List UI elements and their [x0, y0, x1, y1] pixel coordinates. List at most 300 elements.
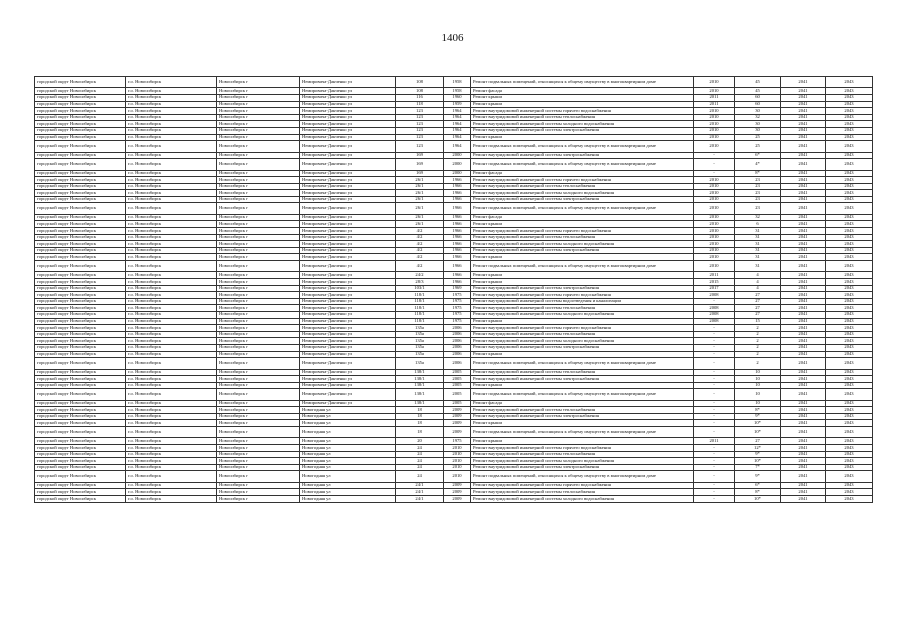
cell-city-okrug: г.о. Новосибирск [126, 496, 217, 503]
cell-year: 1959 [444, 101, 471, 108]
cell-term: 2 [735, 338, 781, 345]
cell-house: 118 [396, 101, 444, 108]
cell-plan-year: 2010 [694, 228, 735, 235]
cell-term: 6 [735, 221, 781, 228]
cell-plan-year: - [694, 338, 735, 345]
cell-municipality: городской округ Новосибирск [35, 114, 126, 121]
cell-work-type: Ремонт фасада [471, 170, 694, 177]
cell-city-okrug: г.о. Новосибирск [126, 471, 217, 482]
table-row [35, 305, 873, 312]
cell-term: 2 [735, 344, 781, 351]
cell-plan-year: - [694, 298, 735, 305]
table-row [35, 369, 873, 376]
table-row [35, 496, 873, 503]
cell-term: 9* [735, 471, 781, 482]
cell-street: Немировича-Данченко ул [300, 351, 396, 358]
cell-plan-year: 2010 [694, 114, 735, 121]
cell-end: 2043 [826, 77, 873, 88]
table-row [35, 376, 873, 383]
cell-street: Новогодняя ул [300, 420, 396, 427]
table-row [35, 471, 873, 482]
cell-end: 2043 [826, 318, 873, 325]
table-row [35, 400, 873, 407]
cell-year: 1966 [444, 228, 471, 235]
cell-work-type: Ремонт подвальных помещений, относящихся к общему имуществу в многоквартирном доме [471, 77, 694, 88]
cell-plan-year: - [694, 451, 735, 458]
table-row [35, 114, 873, 121]
cell-municipality: городской округ Новосибирск [35, 241, 126, 248]
cell-term: 8* [735, 407, 781, 414]
cell-term: 10* [735, 427, 781, 438]
cell-locality: Новосибирск г [217, 152, 300, 159]
cell-plan-year: - [694, 413, 735, 420]
cell-house: 138/1 [396, 376, 444, 383]
cell-municipality: городской округ Новосибирск [35, 413, 126, 420]
cell-end: 2043 [826, 190, 873, 197]
cell-locality: Новосибирск г [217, 458, 300, 465]
cell-work-type: Ремонт подвальных помещений, относящихся к общему имуществу в многоквартирном доме [471, 141, 694, 152]
cell-locality: Новосибирск г [217, 331, 300, 338]
cell-work-type: Ремонт внутридомовой инженерной системы теплоснабжения [471, 489, 694, 496]
cell-city-okrug: г.о. Новосибирск [126, 344, 217, 351]
cell-year: 2005 [444, 389, 471, 400]
cell-city-okrug: г.о. Новосибирск [126, 389, 217, 400]
cell-plan-year: - [694, 344, 735, 351]
table-row [35, 190, 873, 197]
cell-city-okrug: г.о. Новосибирск [126, 438, 217, 445]
cell-house: 24 [396, 451, 444, 458]
cell-city-okrug: г.о. Новосибирск [126, 458, 217, 465]
cell-work-type: Ремонт внутридомовой инженерной системы холодного водоснабжения [471, 311, 694, 318]
cell-end: 2043 [826, 305, 873, 312]
cell-year: 2009 [444, 413, 471, 420]
cell-locality: Новосибирск г [217, 170, 300, 177]
cell-city-okrug: г.о. Новосибирск [126, 114, 217, 121]
cell-street: Новогодняя ул [300, 438, 396, 445]
cell-street: Немировича-Данченко ул [300, 298, 396, 305]
cell-house: 4/2 [396, 228, 444, 235]
cell-city-okrug: г.о. Новосибирск [126, 234, 217, 241]
cell-city-okrug: г.о. Новосибирск [126, 254, 217, 261]
table-row [35, 407, 873, 414]
table-row [35, 285, 873, 292]
cell-locality: Новосибирск г [217, 464, 300, 471]
cell-term: 45 [735, 77, 781, 88]
cell-work-type: Ремонт крыши [471, 254, 694, 261]
cell-house: 24 [396, 458, 444, 465]
cell-year: 2010 [444, 451, 471, 458]
cell-street: Немировича-Данченко ул [300, 114, 396, 121]
cell-start: 2041 [781, 458, 826, 465]
cell-work-type: Ремонт внутридомовой инженерной системы электроснабжения [471, 152, 694, 159]
cell-municipality: городской округ Новосибирск [35, 134, 126, 141]
cell-plan-year: 2010 [694, 190, 735, 197]
cell-street: Немировича-Данченко ул [300, 325, 396, 332]
cell-street: Новогодняя ул [300, 464, 396, 471]
cell-end: 2043 [826, 241, 873, 248]
cell-work-type: Ремонт крыши [471, 420, 694, 427]
cell-start: 2041 [781, 382, 826, 389]
cell-plan-year: - [694, 170, 735, 177]
cell-city-okrug: г.о. Новосибирск [126, 331, 217, 338]
cell-house: 103/1 [396, 285, 444, 292]
cell-year: 2000 [444, 159, 471, 170]
cell-term: 27 [735, 305, 781, 312]
cell-locality: Новосибирск г [217, 94, 300, 101]
cell-street: Немировича-Данченко ул [300, 127, 396, 134]
cell-municipality: городской округ Новосибирск [35, 88, 126, 95]
cell-plan-year: 2010 [694, 183, 735, 190]
cell-start: 2041 [781, 228, 826, 235]
cell-year: 2009 [444, 407, 471, 414]
cell-end: 2043 [826, 88, 873, 95]
cell-term: 23 [735, 190, 781, 197]
cell-house: 18 [396, 427, 444, 438]
cell-term: 7* [735, 464, 781, 471]
cell-city-okrug: г.о. Новосибирск [126, 88, 217, 95]
capital-repair-table [34, 76, 873, 503]
cell-start: 2041 [781, 305, 826, 312]
cell-municipality: городской округ Новосибирск [35, 170, 126, 177]
cell-year: 1975 [444, 298, 471, 305]
cell-house: 26/1 [396, 196, 444, 203]
cell-start: 2041 [781, 272, 826, 279]
cell-municipality: городской округ Новосибирск [35, 351, 126, 358]
cell-end: 2043 [826, 344, 873, 351]
cell-start: 2041 [781, 221, 826, 228]
cell-locality: Новосибирск г [217, 241, 300, 248]
cell-street: Немировича-Данченко ул [300, 241, 396, 248]
cell-term: 30 [735, 127, 781, 134]
cell-locality: Новосибирск г [217, 134, 300, 141]
cell-end: 2043 [826, 496, 873, 503]
table-row [35, 254, 873, 261]
cell-plan-year: - [694, 331, 735, 338]
cell-year: 2005 [444, 400, 471, 407]
cell-year: 1960 [444, 94, 471, 101]
cell-house: 135а [396, 358, 444, 369]
cell-street: Немировича-Данченко ул [300, 77, 396, 88]
cell-house: 24 [396, 471, 444, 482]
cell-street: Немировича-Данченко ул [300, 279, 396, 286]
cell-locality: Новосибирск г [217, 427, 300, 438]
cell-start: 2041 [781, 400, 826, 407]
cell-street: Немировича-Данченко ул [300, 203, 396, 214]
cell-street: Немировича-Данченко ул [300, 247, 396, 254]
cell-term: 23 [735, 177, 781, 184]
cell-street: Немировича-Данченко ул [300, 177, 396, 184]
cell-end: 2043 [826, 94, 873, 101]
cell-locality: Новосибирск г [217, 234, 300, 241]
cell-work-type: Ремонт внутридомовой инженерной системы теплоснабжения [471, 114, 694, 121]
table-row [35, 152, 873, 159]
cell-municipality: городской округ Новосибирск [35, 292, 126, 299]
cell-end: 2043 [826, 358, 873, 369]
cell-year: 2005 [444, 382, 471, 389]
table-row [35, 159, 873, 170]
cell-municipality: городской округ Новосибирск [35, 272, 126, 279]
cell-municipality: городской округ Новосибирск [35, 261, 126, 272]
cell-year: 2005 [444, 369, 471, 376]
cell-street: Немировича-Данченко ул [300, 196, 396, 203]
cell-work-type: Ремонт внутридомовой инженерной системы электроснабжения [471, 196, 694, 203]
cell-house: 18 [396, 407, 444, 414]
cell-start: 2041 [781, 407, 826, 414]
cell-city-okrug: г.о. Новосибирск [126, 247, 217, 254]
cell-end: 2043 [826, 285, 873, 292]
cell-city-okrug: г.о. Новосибирск [126, 420, 217, 427]
cell-plan-year: - [694, 152, 735, 159]
cell-year: 2009 [444, 427, 471, 438]
cell-start: 2041 [781, 471, 826, 482]
cell-work-type: Ремонт крыши [471, 134, 694, 141]
cell-work-type: Ремонт внутридомовой инженерной системы электроснабжения [471, 413, 694, 420]
cell-street: Немировича-Данченко ул [300, 358, 396, 369]
cell-city-okrug: г.о. Новосибирск [126, 451, 217, 458]
table-row [35, 141, 873, 152]
cell-year: 2009 [444, 489, 471, 496]
cell-term: 10 [735, 400, 781, 407]
cell-locality: Новосибирск г [217, 311, 300, 318]
cell-year: 1975 [444, 318, 471, 325]
cell-house: 123 [396, 134, 444, 141]
cell-term: 8* [735, 170, 781, 177]
cell-house: 28/3 [396, 279, 444, 286]
cell-street: Немировича-Данченко ул [300, 369, 396, 376]
cell-start: 2041 [781, 254, 826, 261]
cell-locality: Новосибирск г [217, 159, 300, 170]
cell-term: 23 [735, 196, 781, 203]
cell-street: Немировича-Данченко ул [300, 292, 396, 299]
cell-locality: Новосибирск г [217, 101, 300, 108]
cell-year: 1966 [444, 247, 471, 254]
cell-start: 2041 [781, 101, 826, 108]
cell-work-type: Ремонт крыши [471, 438, 694, 445]
cell-plan-year: - [694, 325, 735, 332]
cell-end: 2043 [826, 400, 873, 407]
cell-term: 27 [735, 311, 781, 318]
cell-municipality: городской округ Новосибирск [35, 285, 126, 292]
cell-end: 2043 [826, 298, 873, 305]
cell-house: 135а [396, 344, 444, 351]
cell-street: Немировича-Данченко ул [300, 214, 396, 221]
cell-locality: Новосибирск г [217, 108, 300, 115]
cell-municipality: городской округ Новосибирск [35, 458, 126, 465]
cell-house: 26/1 [396, 203, 444, 214]
cell-start: 2041 [781, 298, 826, 305]
cell-end: 2043 [826, 407, 873, 414]
cell-year: 2005 [444, 376, 471, 383]
cell-year: 1966 [444, 214, 471, 221]
table-row [35, 214, 873, 221]
table-row [35, 438, 873, 445]
cell-municipality: городской округ Новосибирск [35, 331, 126, 338]
cell-street: Немировича-Данченко ул [300, 141, 396, 152]
cell-street: Немировича-Данченко ул [300, 152, 396, 159]
cell-street: Немировича-Данченко ул [300, 285, 396, 292]
cell-municipality: городской округ Новосибирск [35, 247, 126, 254]
cell-year: 1964 [444, 114, 471, 121]
table-row [35, 358, 873, 369]
cell-municipality: городской округ Новосибирск [35, 482, 126, 489]
cell-year: 1966 [444, 190, 471, 197]
cell-municipality: городской округ Новосибирск [35, 358, 126, 369]
cell-house: 24/1 [396, 489, 444, 496]
cell-municipality: городской округ Новосибирск [35, 420, 126, 427]
cell-work-type: Ремонт подвальных помещений, относящихся к общему имуществу в многоквартирном доме [471, 261, 694, 272]
cell-term: 31 [735, 234, 781, 241]
cell-start: 2041 [781, 331, 826, 338]
cell-term: 10 [735, 369, 781, 376]
cell-house: 26/1 [396, 221, 444, 228]
cell-term: 60 [735, 94, 781, 101]
cell-locality: Новосибирск г [217, 190, 300, 197]
cell-term: 6* [735, 482, 781, 489]
cell-start: 2041 [781, 94, 826, 101]
cell-start: 2041 [781, 369, 826, 376]
cell-year: 1969 [444, 285, 471, 292]
cell-start: 2041 [781, 88, 826, 95]
cell-work-type: Ремонт внутридомовой инженерной системы теплоснабжения [471, 305, 694, 312]
cell-term: 4 [735, 285, 781, 292]
cell-locality: Новосибирск г [217, 254, 300, 261]
cell-plan-year: 2010 [694, 221, 735, 228]
cell-house: 118/1 [396, 318, 444, 325]
cell-start: 2041 [781, 203, 826, 214]
cell-year: 2006 [444, 325, 471, 332]
cell-plan-year: 2010 [694, 196, 735, 203]
cell-year: 1966 [444, 261, 471, 272]
cell-city-okrug: г.о. Новосибирск [126, 382, 217, 389]
cell-end: 2043 [826, 420, 873, 427]
cell-plan-year: 2010 [694, 241, 735, 248]
cell-term: 12* [735, 445, 781, 452]
cell-house: 138/1 [396, 369, 444, 376]
cell-start: 2041 [781, 427, 826, 438]
cell-street: Немировича-Данченко ул [300, 318, 396, 325]
cell-plan-year: 2011 [694, 272, 735, 279]
cell-term: 4 [735, 272, 781, 279]
cell-end: 2043 [826, 389, 873, 400]
cell-municipality: городской округ Новосибирск [35, 159, 126, 170]
cell-year: 2010 [444, 464, 471, 471]
table-row [35, 101, 873, 108]
table-row [35, 247, 873, 254]
cell-street: Немировича-Данченко ул [300, 159, 396, 170]
cell-plan-year: - [694, 351, 735, 358]
cell-term: 6* [735, 152, 781, 159]
cell-plan-year: - [694, 482, 735, 489]
cell-term: 31 [735, 228, 781, 235]
cell-house: 26/1 [396, 214, 444, 221]
cell-end: 2043 [826, 108, 873, 115]
cell-city-okrug: г.о. Новосибирск [126, 489, 217, 496]
cell-street: Новогодняя ул [300, 471, 396, 482]
cell-start: 2041 [781, 451, 826, 458]
cell-locality: Новосибирск г [217, 325, 300, 332]
cell-house: 138/1 [396, 400, 444, 407]
cell-house: 26/1 [396, 190, 444, 197]
cell-municipality: городской округ Новосибирск [35, 228, 126, 235]
cell-house: 135а [396, 351, 444, 358]
table-row [35, 228, 873, 235]
cell-start: 2041 [781, 214, 826, 221]
cell-end: 2043 [826, 325, 873, 332]
cell-start: 2041 [781, 183, 826, 190]
cell-municipality: городской округ Новосибирск [35, 344, 126, 351]
cell-municipality: городской округ Новосибирск [35, 77, 126, 88]
cell-street: Немировича-Данченко ул [300, 376, 396, 383]
cell-end: 2043 [826, 471, 873, 482]
cell-plan-year: - [694, 159, 735, 170]
cell-year: 1964 [444, 127, 471, 134]
cell-start: 2041 [781, 445, 826, 452]
cell-locality: Новосибирск г [217, 221, 300, 228]
cell-start: 2041 [781, 108, 826, 115]
cell-city-okrug: г.о. Новосибирск [126, 221, 217, 228]
cell-street: Немировича-Данченко ул [300, 344, 396, 351]
table-row [35, 427, 873, 438]
cell-plan-year: - [694, 489, 735, 496]
cell-start: 2041 [781, 127, 826, 134]
cell-term: 27 [735, 438, 781, 445]
cell-municipality: городской округ Новосибирск [35, 338, 126, 345]
cell-start: 2041 [781, 292, 826, 299]
cell-term: 15 [735, 318, 781, 325]
cell-locality: Новосибирск г [217, 114, 300, 121]
cell-year: 1964 [444, 108, 471, 115]
cell-municipality: городской округ Новосибирск [35, 311, 126, 318]
table-row [35, 344, 873, 351]
table-row [35, 298, 873, 305]
cell-city-okrug: г.о. Новосибирск [126, 108, 217, 115]
cell-term: 2 [735, 325, 781, 332]
cell-term: 9* [735, 413, 781, 420]
cell-term: 4 [735, 279, 781, 286]
cell-end: 2043 [826, 177, 873, 184]
cell-city-okrug: г.о. Новосибирск [126, 77, 217, 88]
cell-plan-year: 2010 [694, 247, 735, 254]
cell-locality: Новосибирск г [217, 471, 300, 482]
cell-work-type: Ремонт внутридомовой инженерной системы горячего водоснабжения [471, 228, 694, 235]
cell-house: 123 [396, 127, 444, 134]
table-row [35, 177, 873, 184]
cell-plan-year: - [694, 471, 735, 482]
cell-municipality: городской округ Новосибирск [35, 183, 126, 190]
cell-end: 2043 [826, 127, 873, 134]
cell-end: 2043 [826, 458, 873, 465]
cell-city-okrug: г.о. Новосибирск [126, 196, 217, 203]
cell-end: 2043 [826, 228, 873, 235]
cell-city-okrug: г.о. Новосибирск [126, 183, 217, 190]
cell-term: 4* [735, 159, 781, 170]
cell-term: 10* [735, 458, 781, 465]
cell-year: 1966 [444, 221, 471, 228]
cell-plan-year: 2010 [694, 203, 735, 214]
cell-locality: Новосибирск г [217, 496, 300, 503]
cell-year: 2009 [444, 496, 471, 503]
cell-year: 1966 [444, 203, 471, 214]
cell-end: 2043 [826, 221, 873, 228]
cell-plan-year: - [694, 382, 735, 389]
cell-plan-year: 2010 [694, 254, 735, 261]
cell-plan-year: 2010 [694, 121, 735, 128]
cell-end: 2043 [826, 311, 873, 318]
cell-start: 2041 [781, 121, 826, 128]
cell-house: 123 [396, 141, 444, 152]
cell-street: Немировича-Данченко ул [300, 183, 396, 190]
cell-municipality: городской округ Новосибирск [35, 214, 126, 221]
